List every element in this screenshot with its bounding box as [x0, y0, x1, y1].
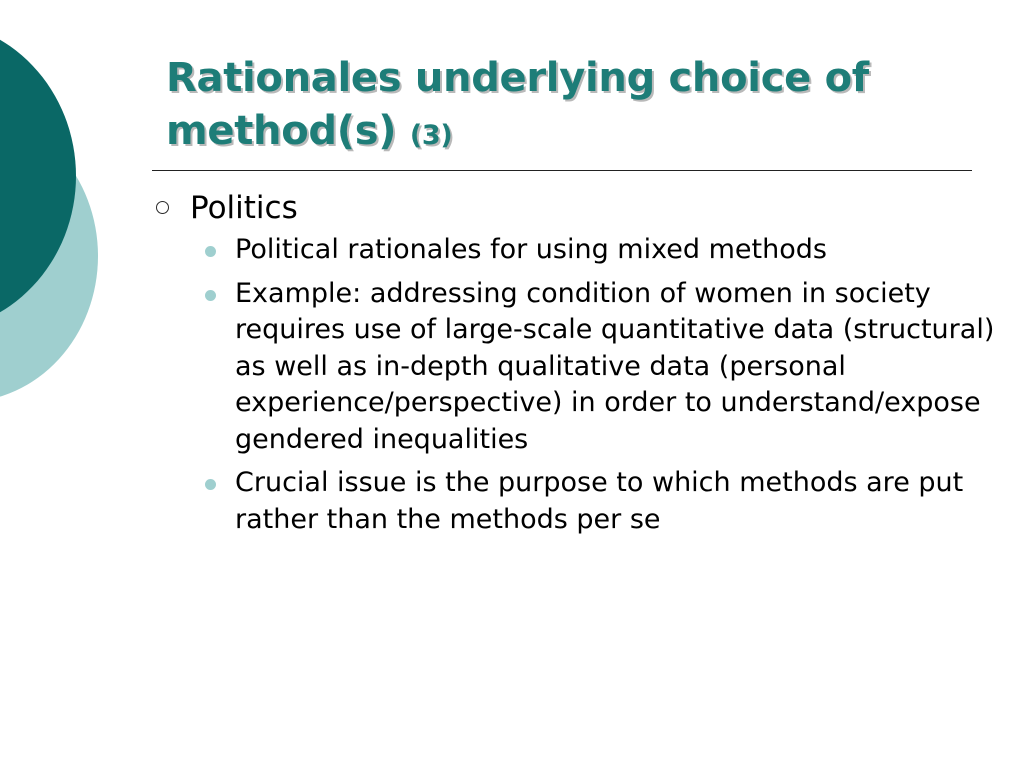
dot-bullet-icon	[205, 290, 216, 301]
title-divider	[152, 170, 972, 171]
dot-bullet-icon	[205, 246, 216, 257]
sub-bullet-list	[150, 232, 1000, 538]
sub-bullet-text: Political rationales for using mixed methods	[235, 234, 827, 265]
slide-body	[150, 188, 1000, 545]
bullet-level1-politics	[150, 188, 1000, 228]
slide-title-suffix: (3)	[409, 120, 453, 151]
bullet-level1-text: Politics	[190, 190, 298, 226]
sub-bullet-item	[150, 465, 1000, 538]
sub-bullet-text: Crucial issue is the purpose to which methods are put rather than the methods per se	[235, 467, 964, 535]
slide-title	[166, 52, 986, 162]
sub-bullet-text: Example: addressing condition of women in society requires use of large-scale quantitative data (structural) as well as in-depth qualitative data (personal experience/perspective) in order to understand/expose gendered inequalities	[235, 277, 995, 455]
hollow-circle-bullet-icon	[156, 201, 169, 214]
dot-bullet-icon	[205, 479, 216, 490]
slide-title-text: Rationales underlying choice of method(s)	[166, 55, 869, 154]
sub-bullet-item	[150, 232, 1000, 269]
sub-bullet-item	[150, 276, 1000, 459]
